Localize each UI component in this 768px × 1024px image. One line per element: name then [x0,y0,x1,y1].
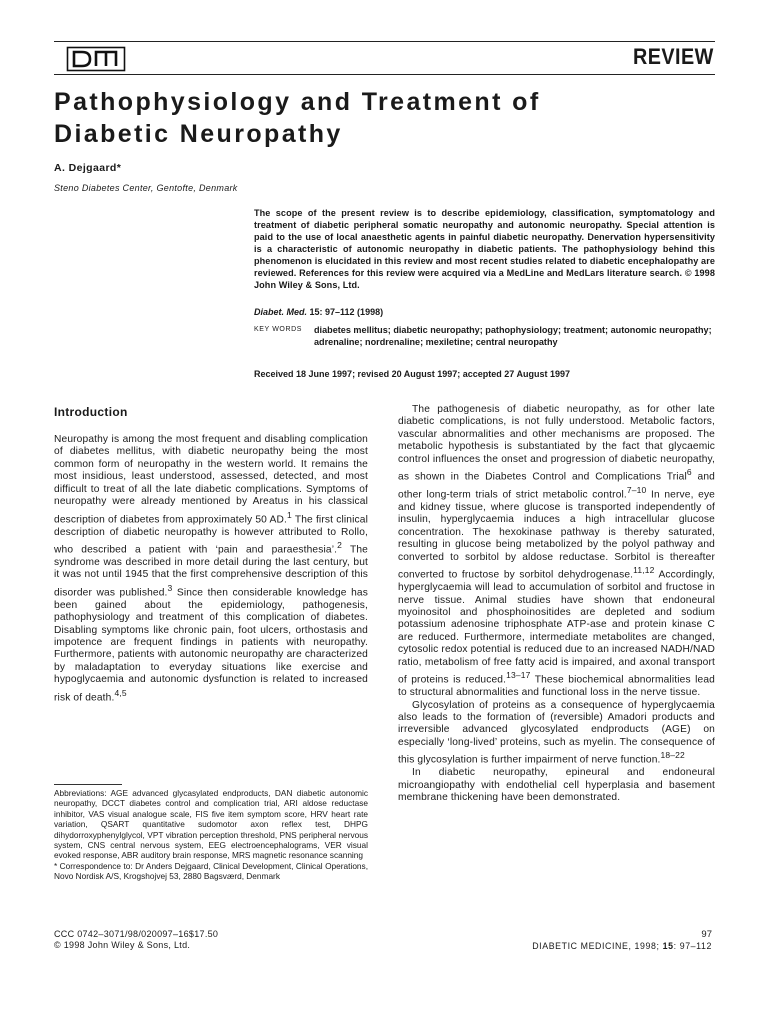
running-volume: 15 [662,941,674,951]
pathogenesis-paragraph [398,404,715,700]
correspondence-footnote: * Correspondence to: Dr Anders Dejgaard, Clinical Development, Clinical Operations, Novo Nordisk A/S, Krogshojvej 53, 2880 Bagsværd, Denmark [54,860,368,882]
journal-logo [66,46,126,72]
citation [254,307,383,317]
abbreviations-footnote: Abbreviations: AGE advanced glycasylated endproducts, DAN diabetic autonomic neuropathy, DCCT diabetes control and complication trial, ARI aldose reductase inhibitor, VAS visual analogue scale, FIS five item symptom score, HRV heart rate variation, QSART quantitative sudomotor axon reflex test, DHPG dihydorroxyphenylglycol, VPT vibration perception threshold, PNS peripheral nervous system, CNS central nervous system, EEG electroencephalograms, VER visual evoked response, ABR auditory brain response, MRS magnetic resonance scanning [54,788,368,861]
text-run: In nerve, eye and kidney tissue, where glucose is transported independently of insulin, hyperglycaemia induces a high intracellular glucose concentration. The hexokinase pathway is thereby saturated, resulting in glucose being metabolized by the polyol pathway and converted to sorbitol by aldose reductase. Sorbitol is thereafter converted to fructose by sorbitol dehydrogenase. [398,489,715,581]
citation-volume: 15: 97–112 (1998) [307,307,384,317]
affiliation: Steno Diabetes Center, Gentofte, Denmark [54,183,238,193]
left-column [54,434,368,705]
citation-ref: 11,12 [633,565,655,576]
footnotes [54,788,368,882]
running-journal: DIABETIC MEDICINE, 1998; [532,941,663,951]
running-footer [532,941,712,951]
article-title [54,86,614,150]
text-run: The pathogenesis of diabetic neuropathy, as for other late diabetic complications, is not fully understood. Metabolic factors, vascular abnormalities and other mechanisms are proposed. The metabolic hypothesis is substantiated by the fact that glycaemic control influences the onset and progression of diabetic neuropathy, as shown in the Diabetes Control and Complications Trial [398,404,715,483]
abstract: The scope of the present review is to describe epidemiology, classification, symptomatology and treatment of diabetic peripheral somatic neuropathy and autonomic neuropathy. Special attention is paid to the use of local anaesthetic agents in painful diabetic neuropathy. Denervation hypersensitivity is a characteristic of autonomic neuropathy in diabetic patients. The pathophysiology behind this phenomenon is elucidated in this review and most recent studies related to diabetic encephalopathy are reviewed. References for this review were acquired via a MedLine and MedLars literature search. © 1998 John Wiley & Sons, Ltd. [254,208,715,290]
citation-ref: 18–22 [660,750,685,761]
running-pages: : 97–112 [673,941,712,951]
text-run: Accordingly, hyperglycaemia will lead to accumulation of sorbitol and fructose in nerve tissue. Animal studies have shown that endoneural myoinositol and phosphoinositides are depleted and sodium potassium adenosine triphosphate ATP-ase and protein kinase C are reduced. Furthermore, intermediate metabolites are changed, cytosolic redox potential is reduced due to an increased NADH/NAD ratio, metabolism of free fatty acid is impaired, and axonal transport of proteins is reduced. [398,569,715,686]
text-run: These biochemical abnormalities lead to structural abnormalities and functional loss in the nerve tissue. [398,674,715,699]
page-number: 97 [701,929,712,940]
review-label: REVIEW [633,44,714,69]
title-line-2: Diabetic Neuropathy [54,120,343,148]
text-run: and other long-term trials of strict metabolic control. [398,471,715,501]
title-line-1: Pathophysiology and Treatment of [54,88,541,116]
ccc-code: CCC 0742–3071/98/020097–16$17.50 [54,929,219,939]
citation-ref: 13–17 [506,670,531,681]
microangiopathy-paragraph: In diabetic neuropathy, epineural and endoneural microangiopathy with endothelial cell hyperplasia and basement membrane thickening have been demonstrated. [398,767,715,804]
citation-ref: 2 [337,540,343,551]
text-run: Since then considerable knowledge has been gained about the epidemiology, pathogenesis, pathophysiology and treatment of this complication of diabetes. Disabling symptoms like chronic pain, foot ulcers, orthostasis and impotence are frequent findings in patients with neuropathy. Furthermore, patients with autonomic neuropathy are characterized by maladaptation to everyday situations like exercise and hypoglycaemia and autonomic dysfunction is related to increased risk of death. [54,587,368,704]
citation-ref: 6 [686,467,692,478]
author: A. Dejgaard* [54,162,122,174]
citation-ref: 7–10 [626,485,647,496]
copyright: © 1998 John Wiley & Sons, Ltd. [54,940,191,950]
glycosylation-paragraph [398,700,715,768]
text-run: Neuropathy is among the most frequent and disabling complication of diabetes mellitus, with diabetic neuropathy being the most common form of neuropathy in the western world. It remains the most insidious, least understood, assessed, detected, and most difficult to treat of all the late diabetic complications. Symptoms of neuropathy were already mentioned by Areatus in his classical description of diabetes from approximately 50 AD. [54,434,368,526]
received-dates: Received 18 June 1997; revised 20 August 1997; accepted 27 August 1997 [254,369,570,379]
section-heading-introduction: Introduction [54,405,128,419]
text-run: The first clinical description of diabetic neuropathy is however attributed to Rollo, who described a patient with ‘pain and paraesthesia’. [54,514,369,556]
header-rule [54,74,715,75]
citation-ref: 4,5 [114,687,127,698]
citation-ref: 3 [167,582,173,593]
footer-left [54,929,218,951]
citation-ref: 1 [287,509,292,520]
text-run: The syndrome was described in more detail during the last century, but it was not until 1945 that the first comprehensive description of this disorder was published. [54,544,368,599]
text-run: Glycosylation of proteins as a consequence of hyperglycaemia also leads to the formation of (reversible) Amadori products and irreversible advanced glycosylated endproducts (AGE) on especially ‘long-lived’ proteins, such as myelin. The consequence of this glycosylation is further impairment of nerve function. [398,699,715,766]
keywords: diabetes mellitus; diabetic neuropathy; pathophysiology; treatment; autonomic neuropathy; adrenaline; nordrenaline; mexiletine; central neuropathy [314,325,712,347]
keywords-label: KEY WORDS [254,326,303,333]
right-column [398,404,715,805]
footnote-rule [54,784,122,785]
intro-paragraph [54,434,368,705]
citation-journal: Diabet. Med. [254,307,308,317]
top-rule [54,41,715,42]
